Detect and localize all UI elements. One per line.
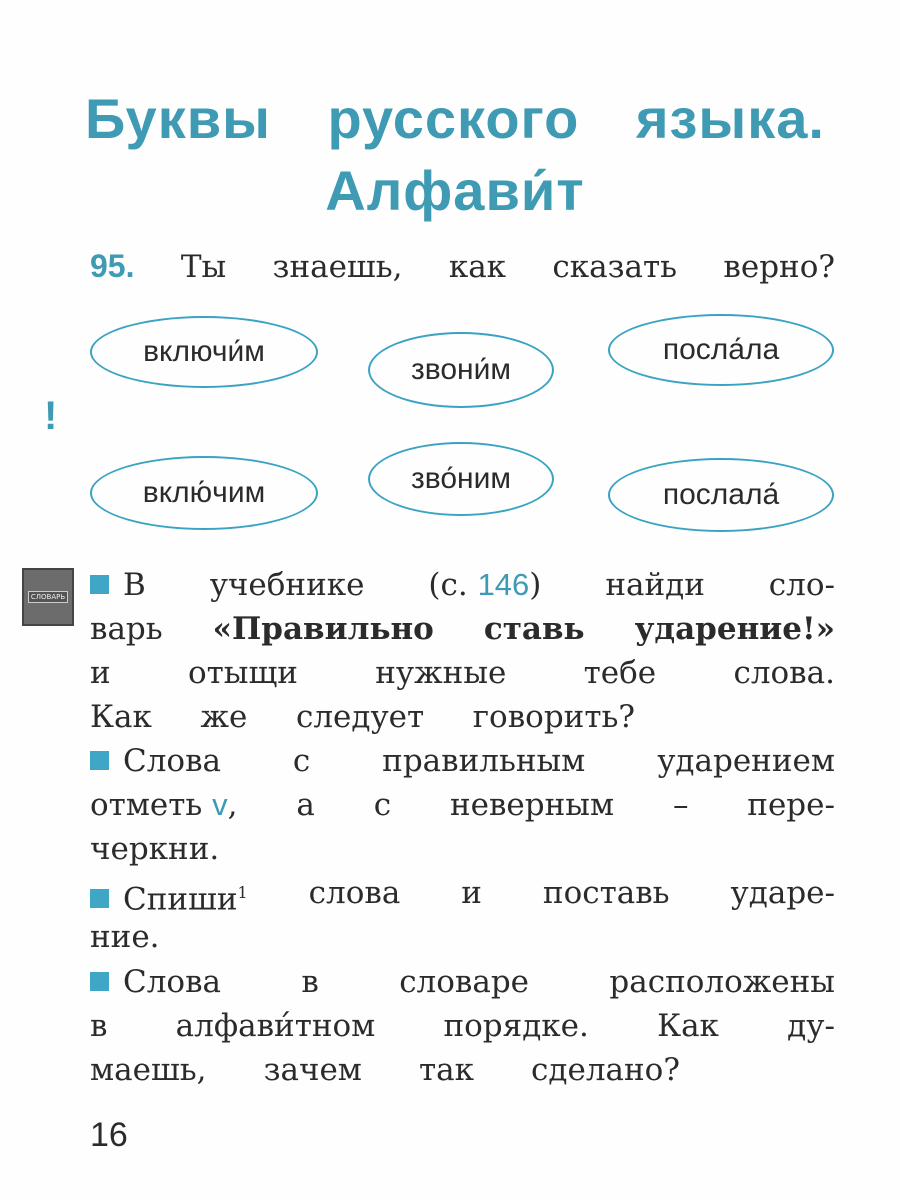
text-line: Спиши$^1$ слова и поставь ударе- bbox=[90, 871, 835, 921]
page-title-line-1: Буквы русского языка. bbox=[85, 87, 825, 150]
book-label: СЛОВАРЬ bbox=[28, 591, 68, 603]
text-line: отметь v, а с неверным – пере- bbox=[90, 787, 835, 823]
bullet-square-icon bbox=[90, 575, 109, 594]
question-word: сказать bbox=[552, 249, 678, 285]
word-oval: послала́ bbox=[608, 458, 834, 532]
word-oval: включи́м bbox=[90, 316, 318, 388]
text-line: и отыщи нужные тебе слова. bbox=[90, 655, 835, 691]
text-line: черкни. bbox=[90, 831, 220, 867]
text-line: В учебнике (с. 146) найди сло- bbox=[90, 563, 835, 607]
question-word: Ты bbox=[180, 249, 227, 285]
text-line: ние. bbox=[90, 919, 160, 955]
question-word: верно? bbox=[723, 249, 835, 285]
bullet-square-icon bbox=[90, 751, 109, 770]
word-oval: зво́ним bbox=[368, 442, 554, 516]
exclamation-icon: ! bbox=[44, 394, 58, 438]
text-line: варь «Правильно ставь ударение!» bbox=[90, 611, 835, 647]
question-word: как bbox=[448, 249, 507, 285]
page-number: 16 bbox=[90, 1116, 128, 1154]
text-line: маешь, зачем так сделано? bbox=[90, 1052, 680, 1088]
word-oval: вклю́чим bbox=[90, 456, 318, 530]
page-title-line-2: Алфави́т bbox=[325, 159, 585, 222]
exercise-number: 95. bbox=[90, 248, 135, 284]
text-line: Слова с правильным ударением bbox=[90, 739, 835, 783]
page-reference: 146 bbox=[477, 567, 530, 602]
bullet-square-icon bbox=[90, 889, 109, 908]
word-oval: посла́ла bbox=[608, 314, 834, 386]
bullet-square-icon bbox=[90, 972, 109, 991]
footnote-marker: 1 bbox=[237, 883, 248, 902]
word-oval: звони́м bbox=[368, 332, 554, 408]
exercise-header bbox=[90, 248, 835, 285]
question-word: знаешь, bbox=[272, 249, 403, 285]
dictionary-book-icon bbox=[22, 568, 74, 626]
text-line: Слова в словаре расположены bbox=[90, 960, 835, 1004]
text-line: в алфави́тном порядке. Как ду- bbox=[90, 1008, 835, 1044]
checkmark-icon: v bbox=[212, 787, 228, 822]
text-line: Как же следует говорить? bbox=[90, 699, 635, 735]
